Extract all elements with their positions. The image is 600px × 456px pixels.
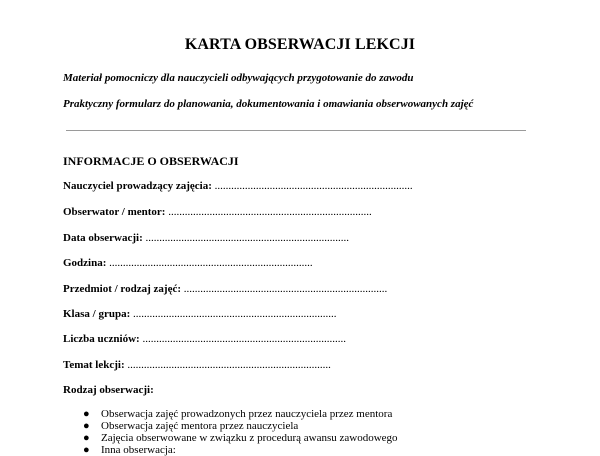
- field-time: [63, 257, 313, 269]
- field-observer: [63, 206, 372, 218]
- bullet-icon: ●: [83, 432, 90, 444]
- field-label: Klasa / grupa:: [63, 308, 131, 320]
- field-subject: [63, 283, 387, 295]
- document-title: KARTA OBSERWACJI LEKCJI: [184, 36, 416, 53]
- field-class: [63, 308, 336, 320]
- list-item-text: Inna obserwacja:: [101, 444, 176, 456]
- list-item-text: Obserwacja zajęć mentora przez nauczyciela: [101, 420, 299, 432]
- fill-in-line: ..........................................................................: [142, 333, 346, 345]
- list-item-text: Obserwacja zajęć prowadzonych przez nauczyciela przez mentora: [101, 408, 393, 420]
- field-observation-type: [63, 384, 154, 396]
- field-label: Obserwator / mentor:: [63, 206, 166, 218]
- fill-in-line: ..........................................................................: [109, 257, 313, 269]
- fill-in-line: ..........................................................................: [168, 206, 372, 218]
- field-label: Przedmiot / rodzaj zajęć:: [63, 283, 181, 295]
- bullet-icon: ●: [83, 444, 90, 456]
- fill-in-line: ..........................................................................: [127, 359, 331, 371]
- fill-in-line: ........................................................................: [214, 180, 413, 192]
- field-label: Godzina:: [63, 257, 107, 269]
- field-label: Rodzaj obserwacji:: [63, 384, 154, 396]
- list-item-text: Zajęcia obserwowane w związku z procedurą awansu zawodowego: [101, 432, 398, 444]
- section-heading: INFORMACJE O OBSERWACJI: [63, 154, 239, 168]
- field-label: Data obserwacji:: [63, 232, 143, 244]
- fill-in-line: ..........................................................................: [183, 283, 388, 295]
- horizontal-divider: [66, 130, 526, 131]
- subtitle-2: Praktyczny formularz do planowania, dokumentowania i omawiania obserwowanych zajęć: [63, 98, 474, 110]
- fill-in-line: ..........................................................................: [145, 232, 349, 244]
- bullet-icon: ●: [83, 408, 90, 420]
- field-lesson-topic: [63, 359, 331, 371]
- field-label: Nauczyciel prowadzący zajęcia:: [63, 180, 212, 192]
- field-label: Liczba uczniów:: [63, 333, 140, 345]
- subtitle-1: Materiał pomocniczy dla nauczycieli odbywających przygotowanie do zawodu: [63, 72, 414, 84]
- field-student-count: [63, 333, 346, 345]
- fill-in-line: ..........................................................................: [132, 308, 337, 320]
- bullet-icon: ●: [83, 420, 90, 432]
- field-teacher: [63, 180, 413, 192]
- field-date: [63, 232, 349, 244]
- field-label: Temat lekcji:: [63, 359, 125, 371]
